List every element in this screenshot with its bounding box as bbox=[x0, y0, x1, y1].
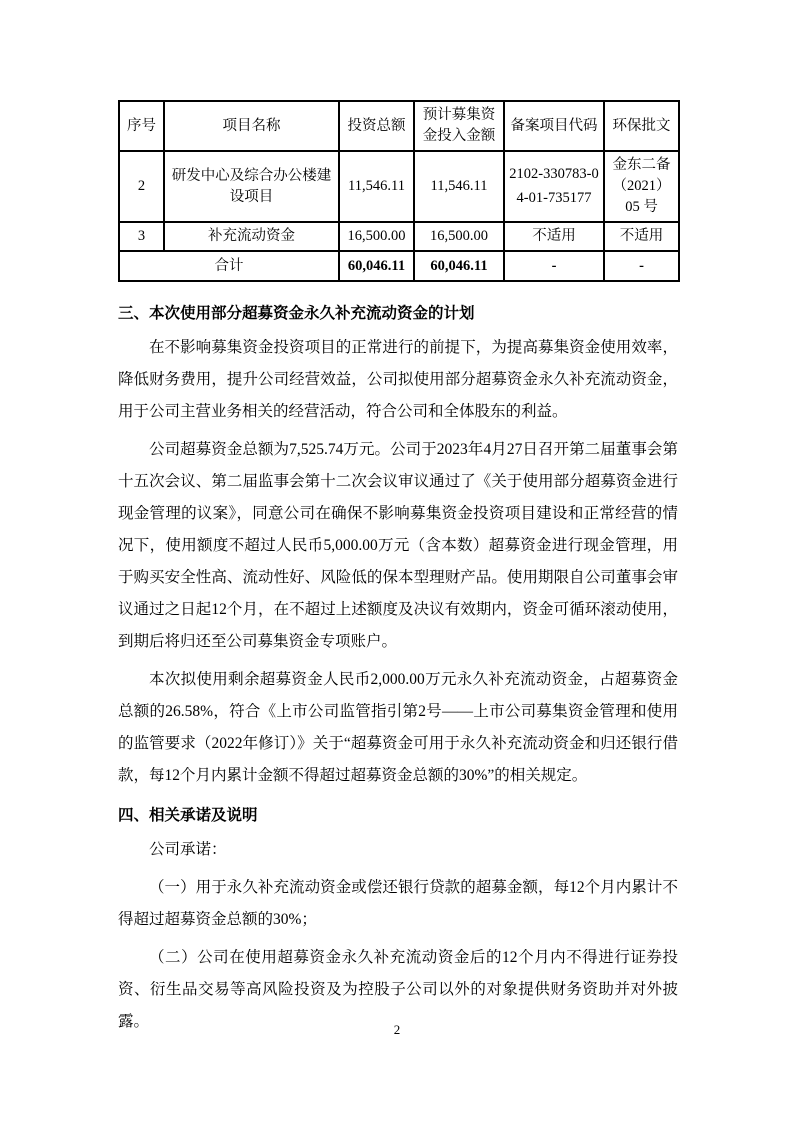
header-env-approval: 环保批文 bbox=[604, 101, 679, 151]
cell-env-approval: 金东二备（2021）05 号 bbox=[604, 151, 679, 222]
cell-total-raised: 60,046.11 bbox=[414, 251, 504, 281]
section4-paragraph-3: （二）公司在使用超募资金永久补充流动资金后的12个月内不得进行证券投资、衍生品交易等高风险投资及为控股子公司以外的对象提供财务资助并对外披露。 bbox=[118, 949, 678, 1031]
table-row bbox=[119, 222, 679, 251]
cell-total-label: 合计 bbox=[119, 251, 339, 281]
cell-raised: 16,500.00 bbox=[414, 222, 504, 251]
section4-heading: 四、相关承诺及说明 bbox=[118, 807, 258, 825]
cell-env-approval: 不适用 bbox=[604, 222, 679, 251]
header-serial-number: 序号 bbox=[119, 101, 164, 151]
section3-paragraph-1: 在不影响募集资金投资项目的正常进行的前提下，为提高募集资金使用效率，降低财务费用，提升公司经营效益，公司拟使用部分超募资金永久补充流动资金，用于公司主营业务相关的经营活动，符合公司和全体股东的利益。 bbox=[118, 339, 678, 421]
cell-total-env-approval: - bbox=[604, 251, 679, 281]
table-total-row bbox=[119, 251, 679, 281]
header-filing-code: 备案项目代码 bbox=[504, 101, 604, 151]
header-total-investment: 投资总额 bbox=[339, 101, 414, 151]
header-raised-funds-amount: 预计募集资金投入金额 bbox=[414, 101, 504, 151]
cell-project-name: 研发中心及综合办公楼建设项目 bbox=[164, 151, 339, 222]
cell-total-investment: 60,046.11 bbox=[339, 251, 414, 281]
cell-investment: 11,546.11 bbox=[339, 151, 414, 222]
table-row bbox=[119, 151, 679, 222]
funding-projects-table bbox=[118, 100, 680, 282]
cell-filing-code: 2102-330783-04-01-735177 bbox=[504, 151, 604, 222]
section4-paragraph-1: 公司承诺： bbox=[149, 841, 227, 859]
section3-paragraph-3: 本次拟使用剩余超募资金人民币2,000.00万元永久补充流动资金，占超募资金总额的26.58%，符合《上市公司监管指引第2号——上市公司募集资金管理和使用的监管要求（2022年修订）》关于“超募资金可用于永久补充流动资金和归还银行借款，每12个月内累计金额不得超过超募资金总额的30%”的相关规定。 bbox=[118, 671, 678, 785]
cell-serial: 3 bbox=[119, 222, 164, 251]
cell-raised: 11,546.11 bbox=[414, 151, 504, 222]
cell-project-name: 补充流动资金 bbox=[164, 222, 339, 251]
section4-paragraph-2: （一）用于永久补充流动资金或偿还银行贷款的超募金额，每12个月内累计不得超过超募资金总额的30%； bbox=[118, 879, 678, 929]
table-header-row bbox=[119, 101, 679, 151]
document-content bbox=[118, 100, 678, 1044]
section3-paragraph-2: 公司超募资金总额为7,525.74万元。公司于2023年4月27日召开第二届董事会第十五次会议、第二届监事会第十二次会议审议通过了《关于使用部分超募资金进行现金管理的议案》，同意公司在确保不影响募集资金投资项目建设和正常经营的情况下，使用额度不超过人民币5,000.00万元（含本数）超募资金进行现金管理，用于购买安全性高、流动性好、风险低的保本型理财产品。使用期限自公司董事会审议通过之日起12个月，在不超过上述额度及决议有效期内，资金可循环滚动使用，到期后将归还至公司募集资金专项账户。 bbox=[118, 441, 678, 651]
cell-filing-code: 不适用 bbox=[504, 222, 604, 251]
cell-serial: 2 bbox=[119, 151, 164, 222]
page-number: 2 bbox=[393, 1022, 401, 1037]
cell-investment: 16,500.00 bbox=[339, 222, 414, 251]
section3-heading: 三、本次使用部分超募资金永久补充流动资金的计划 bbox=[118, 305, 475, 323]
cell-total-filing-code: - bbox=[504, 251, 604, 281]
header-project-name: 项目名称 bbox=[164, 101, 339, 151]
